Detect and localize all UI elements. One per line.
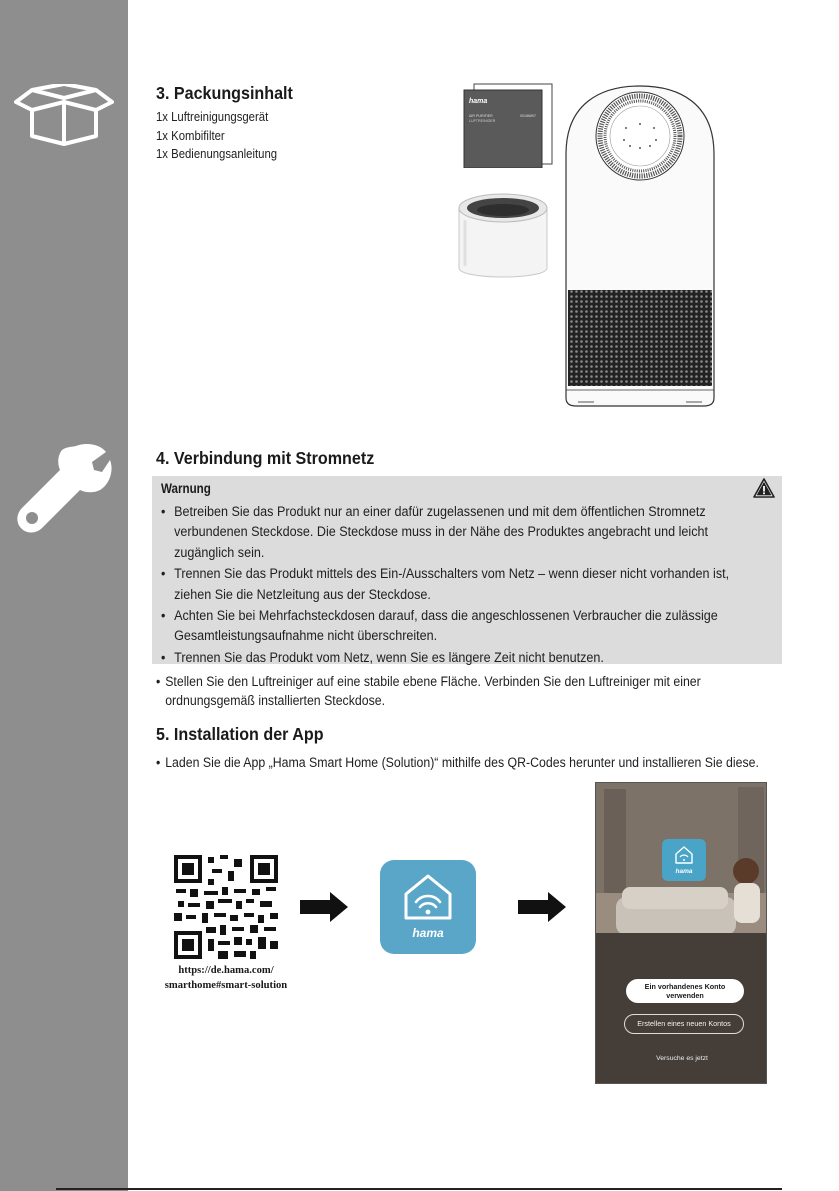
packing-title: 3. Packungsinhalt xyxy=(156,83,293,103)
sidebar xyxy=(0,0,128,1191)
manual-brand: hama xyxy=(469,98,488,105)
qr-url-line1: https://de.hama.com/ xyxy=(178,965,274,976)
try-now-link[interactable]: Versuche es jetzt xyxy=(656,1055,708,1062)
footer-divider xyxy=(56,1188,782,1190)
arrow-right-icon xyxy=(300,892,348,922)
app-screenshot xyxy=(595,782,767,1084)
arrow-right-icon xyxy=(518,892,566,922)
power-title: 4. Verbindung mit Stromnetz xyxy=(156,448,375,468)
list-item: 1x Bedienungsanleitung xyxy=(156,146,278,162)
living-room-backdrop xyxy=(596,783,767,1084)
manual-sublabel: LUFTREINIGER xyxy=(469,119,496,123)
warning-title: Warnung xyxy=(161,481,211,496)
app-title: 5. Installation der App xyxy=(156,724,324,744)
list-item: 1x Luftreinigungsgerät xyxy=(156,109,269,124)
power-instruction-text: Stellen Sie den Luftreiniger auf eine stabile ebene Fläche. Verbinden Sie den Luftreiniger mit einer ordnungsgemäß installierten Steckdose. xyxy=(165,674,701,708)
phone-logo-label: hama xyxy=(675,868,693,875)
use-existing-account-button[interactable]: Ein vorhandenes Konto verwenden xyxy=(626,979,744,1003)
list-item: 1x Kombifilter xyxy=(156,127,225,143)
list-item: • Betreiben Sie das Produkt nur an einer dafür zugelassenen und mit dem öffentlichen Stromnetz verbundenen Steckdose. Die Steckdose muss in der Nähe des Produktes angebracht und leicht zugänglich sein. xyxy=(160,502,762,563)
list-item: • Trennen Sie das Produkt vom Netz, wenn Sie es längere Zeit nicht benutzen. xyxy=(160,648,762,668)
manual-model: 00186897 xyxy=(520,114,536,118)
manual-label: AIR PURIFIER xyxy=(469,114,493,118)
warning-box xyxy=(152,476,782,664)
warning-list xyxy=(160,502,762,669)
packing-list xyxy=(156,108,277,164)
filter-image xyxy=(455,190,551,288)
qr-code xyxy=(174,855,278,959)
air-purifier-image xyxy=(564,84,716,410)
warning-icon xyxy=(753,478,775,498)
smart-home-icon xyxy=(674,845,694,865)
app-instruction: • Laden Sie die App „Hama Smart Home (Solution)“ mithilfe des QR-Codes herunter und installieren Sie diese. xyxy=(156,753,800,772)
list-item: • Achten Sie bei Mehrfachsteckdosen darauf, dass die angeschlossenen Verbraucher die zulässige Gesamtleistungsaufnahme nicht überschreiten. xyxy=(160,606,762,647)
list-item: • Trennen Sie das Produkt mittels des Ein-/Ausschalters vom Netz – wenn dieser nicht vorhanden ist, ziehen Sie die Netzleitung aus der Steckdose. xyxy=(160,564,762,605)
create-account-button[interactable]: Erstellen eines neuen Kontos xyxy=(624,1014,744,1034)
package-icon xyxy=(14,84,114,146)
wrench-icon xyxy=(16,440,112,536)
app-icon xyxy=(380,860,476,954)
phone-app-logo xyxy=(662,839,706,881)
app-instruction-text: Laden Sie die App „Hama Smart Home (Solution)“ mithilfe des QR-Codes herunter und installieren Sie diese. xyxy=(165,755,759,770)
smart-home-icon xyxy=(400,872,456,922)
qr-url[interactable] xyxy=(156,964,296,993)
power-instruction: • Stellen Sie den Luftreiniger auf eine stabile ebene Fläche. Verbinden Sie den Luftreiniger mit einer ordnungsgemäß installierten Steckdose. xyxy=(156,672,731,710)
manual-image xyxy=(462,82,554,168)
app-icon-label: hama xyxy=(412,926,444,940)
qr-url-line2: smarthome#smart-solution xyxy=(164,979,288,991)
